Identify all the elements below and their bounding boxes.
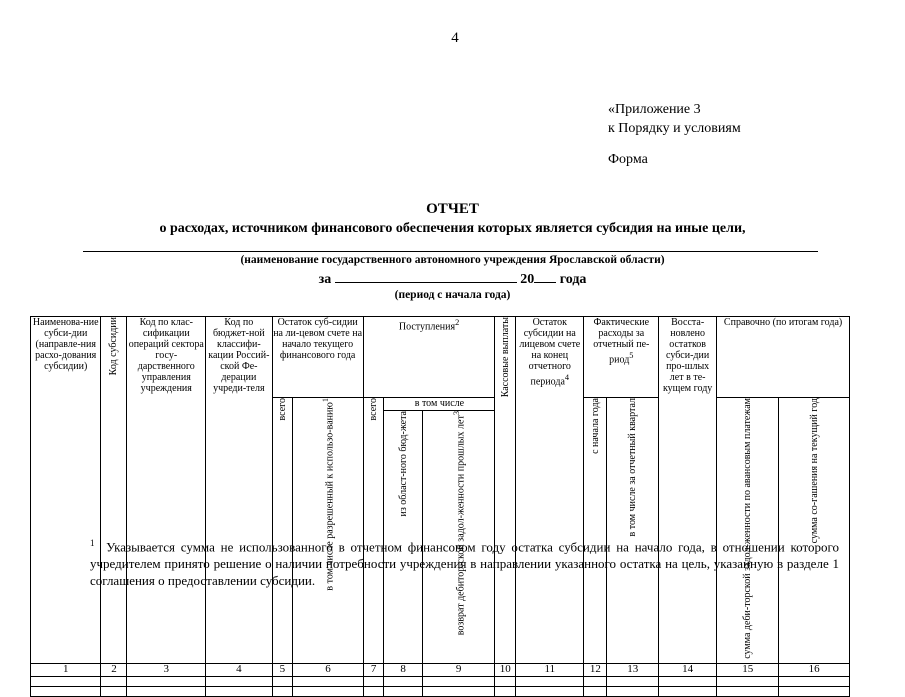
column-number-cell: 5 xyxy=(272,663,293,676)
footnote-mark: 1 xyxy=(90,538,95,548)
column-number-cell: 1 xyxy=(31,663,101,676)
column-number-cell: 13 xyxy=(607,663,659,676)
report-subtitle: о расходах, источником финансового обеспечения которых является субсидия на иные цели, xyxy=(159,221,746,236)
data-cell xyxy=(293,686,364,696)
appendix-line-1: «Приложение 3 xyxy=(608,102,701,117)
column-number-cell: 6 xyxy=(293,663,364,676)
column-number-cell: 3 xyxy=(127,663,206,676)
data-cell xyxy=(495,686,516,696)
period-caption: (период с начала года) xyxy=(394,289,511,301)
data-cell xyxy=(363,676,384,686)
year-blank xyxy=(534,270,556,283)
column-numbers-row xyxy=(31,663,850,676)
data-cell xyxy=(272,686,293,696)
data-cell xyxy=(516,686,584,696)
header-subsidy-name: Наименова-ние субси-дии (направле-ния расхо-дования субсидии) xyxy=(31,317,101,664)
data-cell xyxy=(31,686,101,696)
header-subsidy-code: Код субсидии xyxy=(101,317,127,664)
data-cell xyxy=(384,686,422,696)
period-row xyxy=(0,270,905,288)
header-return-debt: возврат дебитор-ской задол-женности прошлых лет$^3$ xyxy=(422,411,495,664)
data-cell xyxy=(516,676,584,686)
column-number-cell: 14 xyxy=(659,663,717,676)
data-cell xyxy=(779,676,850,686)
data-cell xyxy=(384,676,422,686)
data-cell xyxy=(584,676,607,686)
header-actual-expenses: Фактические расходы за отчетный пе-риод$^5$ xyxy=(584,317,659,398)
data-cell xyxy=(607,686,659,696)
data-cell xyxy=(293,676,364,686)
header-cash-payments: Кассовые выплаты xyxy=(495,317,516,664)
data-cell xyxy=(779,686,850,696)
data-cell xyxy=(422,686,495,696)
data-row-empty xyxy=(31,686,850,696)
data-cell xyxy=(206,686,272,696)
header-balance-start: Остаток суб-сидии на ли-цевом счете на начало текущего финансового года xyxy=(272,317,363,398)
data-cell xyxy=(607,676,659,686)
report-title: ОТЧЕТ xyxy=(426,201,479,217)
header-balance-end: Остаток субсидии на лицевом счете на конец отчетного периода$^4$ xyxy=(516,317,584,664)
header-restored: Восста-новлено остатков субси-дии про-шлых лет в те-кущем году xyxy=(659,317,717,664)
header-reference: Справочно (по итогам года) xyxy=(717,317,850,398)
data-cell xyxy=(717,686,779,696)
column-number-cell: 7 xyxy=(363,663,384,676)
data-cell xyxy=(495,676,516,686)
institution-name-line xyxy=(83,251,818,252)
header-debt-sum: сумма деби-торской задол-женности по авансовым платежам xyxy=(717,398,779,664)
header-budget-code: Код по бюджет-ной классифи-кации Россий-ской Фе-дерации учреди-теля xyxy=(206,317,272,664)
form-label: Форма xyxy=(608,152,648,167)
data-cell xyxy=(31,676,101,686)
header-regional-budget: из област-ного бюд-жета xyxy=(384,411,422,664)
header-balance-total: всего xyxy=(272,398,293,664)
column-number-cell: 9 xyxy=(422,663,495,676)
period-blank xyxy=(335,270,517,283)
header-kosgu: Код по клас-сификации операций сектора госу-дарственного управления учреждения xyxy=(127,317,206,664)
data-cell xyxy=(272,676,293,686)
column-number-cell: 16 xyxy=(779,663,850,676)
page-number: 4 xyxy=(451,30,459,46)
data-cell xyxy=(101,676,127,686)
footnote-text: Указывается сумма не использованного в отчетном финансовом году остатка субсидии на начало года, в отношении которого учредителем принято решение о наличии потребности учреждения в направлении указанного остатка на цель, указанную в разделе 1 соглашения о предоставлении субсидии. xyxy=(90,539,840,589)
period-year-suffix: года xyxy=(559,272,587,287)
data-cell xyxy=(422,676,495,686)
data-cell xyxy=(659,676,717,686)
institution-caption: (наименование государственного автономного учреждения Ярославской области) xyxy=(240,254,665,266)
data-cell xyxy=(363,686,384,696)
period-year-prefix: 20 xyxy=(520,272,535,287)
column-number-cell: 4 xyxy=(206,663,272,676)
footnote xyxy=(57,535,839,589)
column-number-cell: 10 xyxy=(495,663,516,676)
data-cell xyxy=(101,686,127,696)
period-za: за xyxy=(318,272,332,287)
data-cell xyxy=(584,686,607,696)
column-number-cell: 12 xyxy=(584,663,607,676)
data-cell xyxy=(659,686,717,696)
appendix-header xyxy=(608,100,741,138)
column-number-cell: 2 xyxy=(101,663,127,676)
appendix-line-2: к Порядку и условиям xyxy=(608,121,741,136)
column-number-cell: 11 xyxy=(516,663,584,676)
header-receipts-incl: в том числе xyxy=(384,398,495,411)
data-cell xyxy=(206,676,272,686)
data-row-empty xyxy=(31,676,850,686)
header-receipts: Поступления$^2$ xyxy=(363,317,495,398)
data-cell xyxy=(127,676,206,686)
header-from-start: с начала года xyxy=(584,398,607,664)
header-balance-permitted: в том числе разрешенный к использо-ванию$^1$ xyxy=(293,398,364,664)
data-cell xyxy=(127,686,206,696)
header-repay-sum: сумма со-гашения на текущий год xyxy=(779,398,850,664)
header-receipts-total: всего xyxy=(363,398,384,664)
column-number-cell: 8 xyxy=(384,663,422,676)
data-cell xyxy=(717,676,779,686)
header-quarter: в том числе за отчетный квартал xyxy=(607,398,659,664)
column-number-cell: 15 xyxy=(717,663,779,676)
